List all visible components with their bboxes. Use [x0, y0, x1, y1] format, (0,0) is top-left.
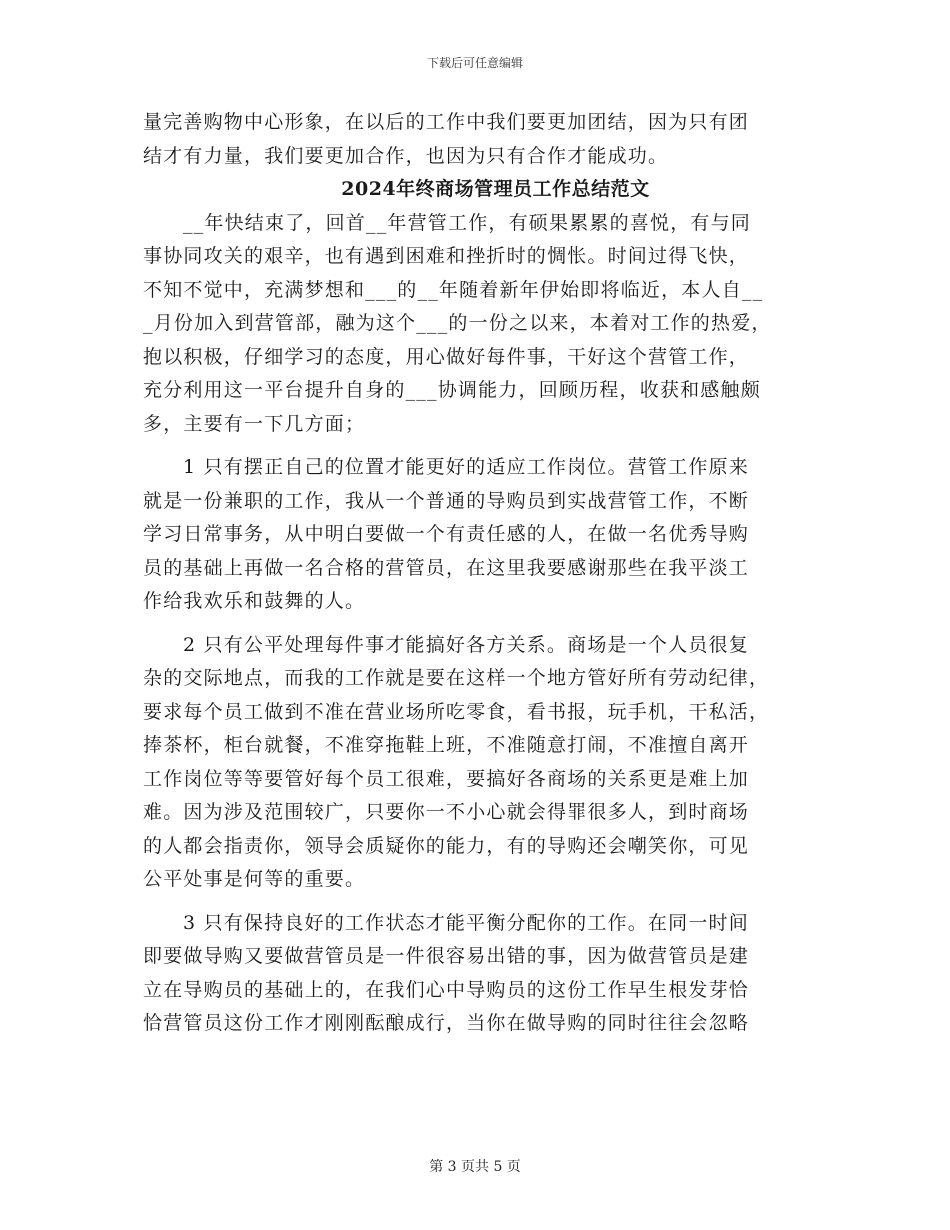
article-title: 2024年终商场管理员工作总结范文 — [341, 178, 650, 200]
paragraph-start: __年快结束了，回首__年营管工作，有硕果累累的喜悦，有与同 — [183, 211, 752, 234]
text-line: 捧茶杯，柜台就餐，不准穿拖鞋上班，不准随意打闹，不准擅自离开 — [143, 734, 750, 756]
text-line: _月份加入到营管部，融为这个___的一份之以来，本着对工作的热爱， — [143, 312, 772, 334]
text-line: 抱以积极，仔细学习的态度，用心做好每件事，干好这个营管工作， — [143, 345, 750, 368]
text-line: 的人都会指责你，领导会质疑你的能力，有的导购还会嘲笑你，可见 — [143, 834, 750, 857]
text-line: 员的基础上再做一名合格的营管员，在这里我要感谢那些在我平淡工 — [143, 556, 750, 579]
paragraph-start: 2 只有公平处理每件事才能搞好各方关系。商场是一个人员很复 — [183, 633, 749, 656]
text-line: 不知不觉中，充满梦想和___的__年随着新年伊始即将临近，本人自__ — [143, 278, 764, 301]
text-line: 即要做导购又要做营管员是一件很容易出错的事，因为做营管员是建 — [143, 945, 750, 967]
page-number: 第 3 页共 5 页 — [429, 1159, 521, 1175]
text-line: 恰营管员这份工作才刚刚酝酿成行，当你在做导购的同时往往会忽略 — [143, 1012, 750, 1034]
text-line: 结才有力量，我们要更加合作，也因为只有合作才能成功。 — [143, 144, 669, 167]
text-line: 公平处事是何等的重要。 — [143, 868, 366, 890]
text-line: 工作岗位等等要管好每个员工很难，要搞好各商场的关系更是难上加 — [143, 767, 750, 790]
paragraph-start: 3 只有保持良好的工作状态才能平衡分配你的工作。在同一时间 — [183, 911, 749, 934]
text-line: 作给我欢乐和鼓舞的人。 — [143, 590, 366, 612]
text-line: 学习日常事务，从中明白要做一个有责任感的人，在做一名优秀导购 — [143, 523, 750, 545]
page-header-note: 下载后可任意编辑 — [426, 56, 523, 70]
text-line: 就是一份兼职的工作，我从一个普通的导购员到实战营管工作，不断 — [143, 489, 750, 512]
text-line: 杂的交际地点，而我的工作就是要在这样一个地方管好所有劳动纪律， — [143, 667, 770, 689]
text-line: 充分利用这一平台提升自身的___协调能力，回顾历程，收获和感触颇 — [143, 379, 761, 401]
text-line: 立在导购员的基础上的，在我们心中导购员的这份工作早生根发芽恰 — [143, 978, 750, 1001]
text-line: 量完善购物中心形象，在以后的工作中我们要更加团结，因为只有团 — [143, 111, 750, 133]
text-line: 难。因为涉及范围较广，只要你一不小心就会得罪很多人，到时商场 — [143, 801, 750, 823]
text-line: 要求每个员工做到不准在营业场所吃零食，看书报，玩手机，干私活， — [143, 700, 770, 723]
paragraph-start: 1 只有摆正自己的位置才能更好的适应工作岗位。营管工作原来 — [183, 456, 749, 478]
text-line: 多，主要有一下几方面； — [143, 412, 366, 435]
document-body — [143, 106, 808, 1041]
text-line: 事协同攻关的艰辛，也有遇到困难和挫折时的惆怅。时间过得飞快， — [143, 245, 750, 267]
